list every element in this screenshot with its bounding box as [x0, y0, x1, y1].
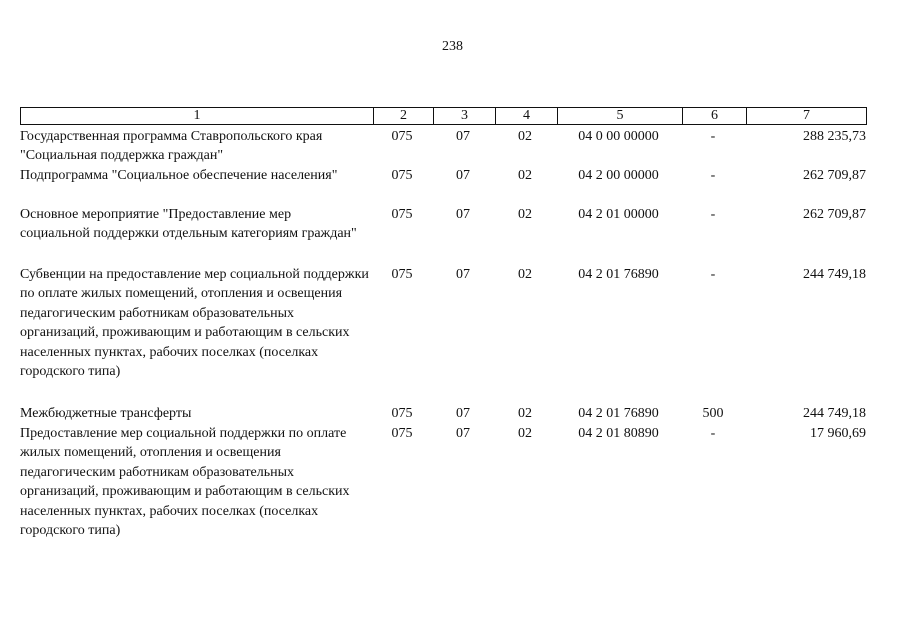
row-name: Подпрограмма "Социальное обеспечение населения"	[20, 168, 338, 183]
header-col-1: 1	[193, 108, 201, 123]
row-col-2: 075	[391, 168, 413, 183]
row-col-7: 244 749,18	[803, 267, 866, 282]
row-col-4: 02	[518, 267, 532, 282]
scan-artifact	[3, 632, 13, 638]
row-col-7: 262 709,87	[803, 207, 866, 222]
table-header	[20, 107, 867, 125]
row-col-6: -	[710, 267, 716, 282]
row-col-6: -	[710, 168, 716, 183]
header-col-7: 7	[746, 108, 866, 124]
row-col-7: 244 749,18	[803, 406, 866, 421]
row-col-3: 07	[456, 168, 470, 183]
header-col-4: 4	[495, 108, 557, 124]
row-col-3: 07	[456, 426, 470, 441]
header-col-6: 6	[682, 108, 746, 124]
row-name: Государственная программа Ставропольского края "Социальная поддержка граждан"	[20, 129, 323, 164]
row-name: Субвенции на предоставление мер социальной поддержки по оплате жилых помещений, отопления и освещения педагогическим работникам образовательных организаций, проживающим и работающим в сельских населенных пунктах, рабочих поселках (поселках городского типа)	[20, 267, 369, 380]
row-col-3: 07	[456, 207, 470, 222]
row-col-2: 075	[391, 426, 413, 441]
row-col-6: 500	[702, 406, 724, 421]
row-col-5: 04 0 00 00000	[578, 129, 659, 144]
row-col-5: 04 2 01 00000	[578, 207, 659, 222]
header-col-2: 2	[373, 108, 433, 124]
row-col-3: 07	[456, 406, 470, 421]
row-name: Межбюджетные трансферты	[20, 406, 192, 421]
row-col-4: 02	[518, 426, 532, 441]
row-col-4: 02	[518, 207, 532, 222]
header-col-3: 3	[433, 108, 495, 124]
page-number: 238	[442, 39, 463, 54]
row-col-6: -	[710, 129, 716, 144]
row-name: Основное мероприятие "Предоставление мер социальной поддержки отдельным категориям граждан"	[20, 207, 357, 242]
row-col-2: 075	[391, 129, 413, 144]
row-col-2: 075	[391, 267, 413, 282]
row-col-4: 02	[518, 168, 532, 183]
header-col-5: 5	[557, 108, 682, 124]
row-col-7: 17 960,69	[810, 426, 866, 441]
row-col-5: 04 2 01 80890	[578, 426, 659, 441]
row-name: Предоставление мер социальной поддержки по оплате жилых помещений, отопления и освещения педагогическим работникам образовательных организаций, проживающим и работающим в сельских населенных пунктах, рабочих поселках (поселках городского типа)	[20, 426, 350, 539]
row-col-4: 02	[518, 406, 532, 421]
row-col-6: -	[710, 207, 716, 222]
row-col-4: 02	[518, 129, 532, 144]
row-col-2: 075	[391, 406, 413, 421]
row-col-7: 288 235,73	[803, 129, 866, 144]
row-col-6: -	[710, 426, 716, 441]
row-col-5: 04 2 01 76890	[578, 406, 659, 421]
row-col-7: 262 709,87	[803, 168, 866, 183]
row-col-3: 07	[456, 129, 470, 144]
row-col-3: 07	[456, 267, 470, 282]
row-col-5: 04 2 00 00000	[578, 168, 659, 183]
row-col-2: 075	[391, 207, 413, 222]
row-col-5: 04 2 01 76890	[578, 267, 659, 282]
